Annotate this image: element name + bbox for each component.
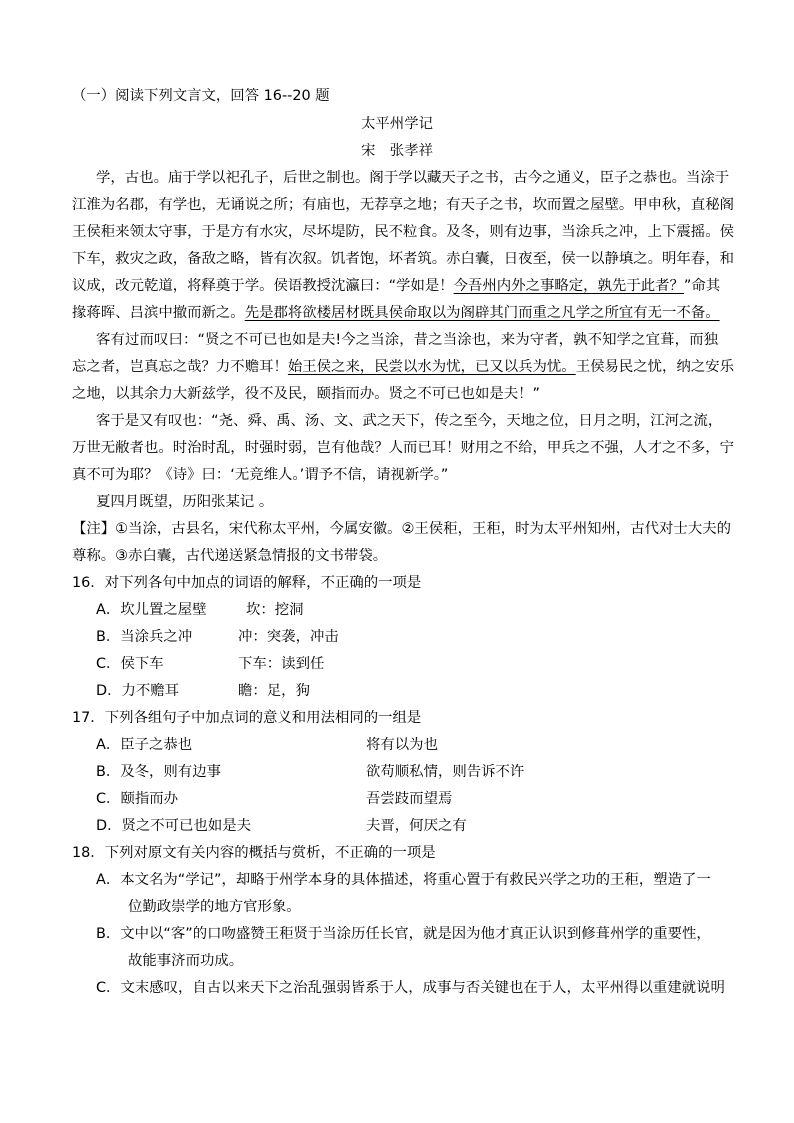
underlined-sentence: 始王侯之来，民尝以水为忧，已又以兵为忧。 bbox=[287, 359, 576, 375]
passage-p3-line2: 万世无敝者也。时治时乱，时强时弱，岂有他哉？人而已耳！财用之不给，甲兵之不强，人才之不多，宁 bbox=[72, 440, 734, 456]
option-text: A．臣子之恭也 bbox=[96, 737, 193, 753]
q18-option-a-line1: A．本文名为“学记”，却略于州学本身的具体描述，将重心置于有救民兴学之功的王秬，塑造了一 bbox=[96, 872, 711, 888]
passage-p2-line2 bbox=[72, 357, 735, 377]
section-heading: （一）阅读下列文言文，回答 16--20 题 bbox=[72, 88, 330, 104]
passage-p1-line1: 学，古也。庙于学以祀孔子，后世之制也。阁于学以藏天子之书，古今之通义，臣子之恭也。当涂于 bbox=[96, 170, 730, 186]
option-text: C．侯下车 bbox=[96, 656, 164, 672]
note-line1: 【注】①当涂，古县名，宋代称太平州，今属安徽。②王侯秬，王秬，时为太平州知州，古代对士大夫的 bbox=[72, 521, 731, 537]
passage-text: 议成，改元乾道，将释奠于学。侯语教授沈瀛曰：“学如是！ bbox=[72, 278, 454, 294]
option-gloss: 下车：读到任 bbox=[238, 656, 325, 672]
option-pair: 夫晋，何厌之有 bbox=[366, 818, 467, 834]
option-pair: 吾尝跂而望焉 bbox=[366, 791, 453, 807]
q18-option-c-line1: C．文末感叹，自古以来天下之治乱强弱皆系于人，成事与否关键也在于人，太平州得以重建就说明 bbox=[96, 980, 725, 996]
passage-p1-line3: 王侯秬来领太守事，于是方有水灾，尽坏堤防，民不粒食。及冬，则有边事，当涂兵之冲，上下震摇。侯 bbox=[72, 224, 734, 240]
option-text: B．及冬，则有边事 bbox=[96, 764, 221, 780]
passage-p1-line2: 江淮为名郡，有学也，无诵说之所；有庙也，无荐享之地；有天子之书，坎而置之屋壁。甲申秋，直秘阁 bbox=[72, 197, 734, 213]
option-text: D．贤之不可已也如是夫 bbox=[96, 818, 251, 834]
option-gloss: 瞻：足，狗 bbox=[238, 683, 310, 699]
option-gloss: 坎：挖洞 bbox=[246, 602, 304, 618]
passage-text: 王侯易民之忧，纳之安乐 bbox=[575, 359, 735, 375]
q18-stem: 18．下列对原文有关内容的概括与赏析，不正确的一项是 bbox=[72, 845, 436, 861]
q18-option-b-line1: B．文中以“客”的口吻盛赞王秬贤于当涂历任长官，就是因为他才真正认识到修葺州学的重要性， bbox=[96, 926, 711, 942]
passage-text: ”命其 bbox=[683, 278, 721, 294]
passage-p1-line5 bbox=[72, 276, 721, 296]
option-text: C．颐指而办 bbox=[96, 791, 179, 807]
q17-stem: 17．下列各组句子中加点词的意义和用法相同的一组是 bbox=[72, 710, 422, 726]
note-line2: 尊称。③赤白囊，古代递送紧急情报的文书带袋。 bbox=[72, 548, 388, 564]
option-pair: 欲苟顺私情，则告诉不许 bbox=[366, 764, 525, 780]
option-gloss: 冲：突袭，冲击 bbox=[238, 629, 339, 645]
q16-stem: 16．对下列各句中加点的词语的解释，不正确的一项是 bbox=[72, 575, 422, 591]
q18-option-a-line2: 位勤政崇学的地方官形象。 bbox=[128, 899, 301, 915]
option-pair: 将有以为也 bbox=[366, 737, 438, 753]
underlined-sentence: 今吾州内外之事略定，孰先于此者？ bbox=[453, 278, 684, 294]
option-text: B．当涂兵之冲 bbox=[96, 629, 193, 645]
passage-p3-line3: 真不可为耶？《诗》曰：‘无竞维人。’谓予不信，请视新学。” bbox=[72, 467, 449, 483]
passage-text: 忘之者，岂真忘之哉？力不赡耳！ bbox=[72, 359, 288, 375]
passage-p2-line1: 客有过而叹曰：“贤之不可已也如是夫!今之当涂，昔之当涂也，来为守者，孰不知学之宜葺，而独 bbox=[96, 332, 718, 348]
underlined-sentence: 先是郡将欲楼居材既具侯命取以为阁辟其门而重之凡学之所宜有无一不备。 bbox=[244, 305, 720, 321]
passage-p4: 夏四月既望，历阳张某记 。 bbox=[96, 494, 274, 510]
passage-author: 宋 张孝祥 bbox=[361, 143, 433, 159]
passage-p1-line6 bbox=[72, 303, 720, 323]
option-text: A．坎儿置之屋壁 bbox=[96, 602, 207, 618]
option-text: D．力不赡耳 bbox=[96, 683, 180, 699]
passage-text: 掾蒋晖、吕滨中撤而新之。 bbox=[72, 305, 245, 321]
passage-p1-line4: 下车，救灾之政，备敌之略，皆有次叙。饥者饱，坏者筑。赤白囊，日夜至，侯一以静填之。明年春，和 bbox=[72, 251, 734, 267]
q18-option-b-line2: 故能事济而功成。 bbox=[128, 953, 244, 969]
passage-title: 太平州学记 bbox=[361, 116, 433, 132]
passage-p2-line3: 之地，以其余力大新兹学，役不及民，颐指而办。贤之不可已也如是夫！” bbox=[72, 386, 540, 402]
passage-p3-line1: 客于是又有叹也：“尧、舜、禹、汤、文、武之天下，传之至今，天地之位，日月之明，江河之流， bbox=[96, 413, 723, 429]
